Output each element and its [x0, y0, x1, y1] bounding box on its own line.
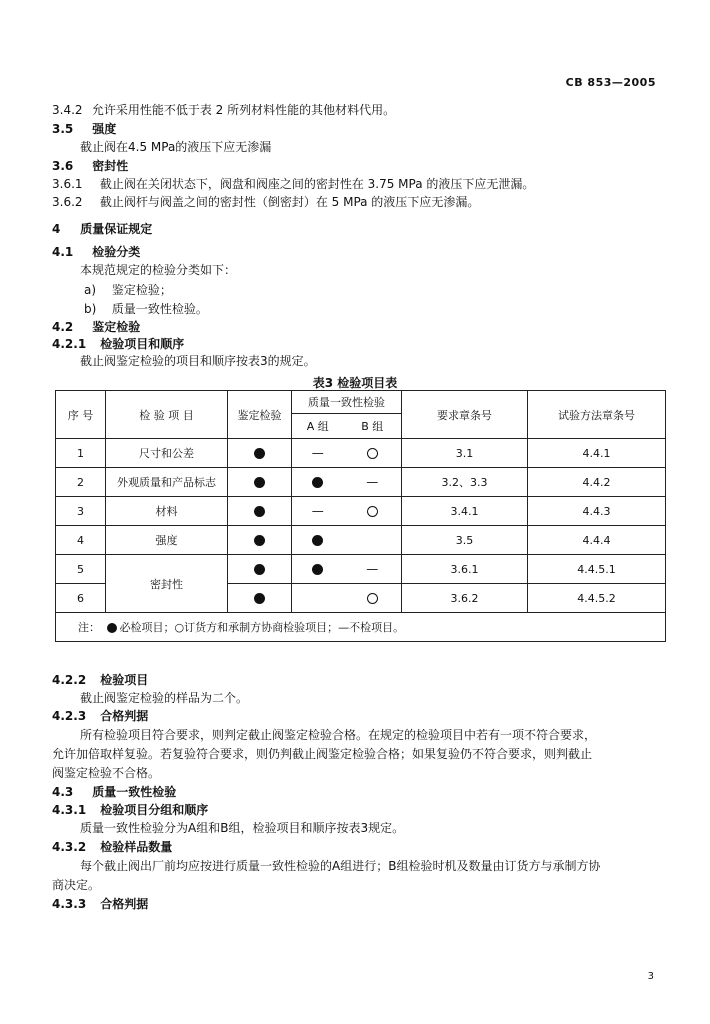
clause-4-3-heading [52, 784, 176, 800]
clause-number: 3.4.2 [52, 103, 83, 117]
cell-group-a [292, 439, 344, 468]
required-mark-icon [312, 564, 323, 575]
note-not-inspected: —不检项目。 [338, 621, 405, 634]
table-note-row [56, 613, 666, 642]
clause-text: 截止阀在关闭状态下，阀盘和阀座之间的密封性在 3.75 MPa 的液压下应无泄漏。 [99, 177, 535, 191]
clause-number: 4.2.3 [52, 709, 87, 723]
cell-req: 3.6.1 [402, 555, 528, 584]
cell-group-b [344, 584, 402, 613]
clause-title: 检验样品数量 [100, 840, 173, 854]
clause-number: 4.3 [52, 785, 74, 799]
required-mark-icon [312, 535, 323, 546]
clause-3-6-1 [52, 176, 534, 192]
cell-group-a [292, 497, 344, 526]
cell-qualification [228, 555, 292, 584]
list-item [84, 301, 208, 317]
cell-qualification [228, 439, 292, 468]
table-row [56, 468, 666, 497]
clause-number: 4 [52, 222, 61, 236]
clause-title: 鉴定检验 [92, 320, 141, 334]
clause-4-2-1-body: 截止阀鉴定检验的项目和顺序按表3的规定。 [80, 354, 316, 368]
required-mark-icon [254, 564, 265, 575]
required-mark-icon [107, 623, 117, 633]
clause-3-6-2 [52, 194, 479, 210]
clause-number: 4.3.2 [52, 840, 87, 854]
clause-4-3-2-body-line1: 每个截止阀出厂前均应按进行质量一致性检验的A组进行；B组检验时机及数量由订货方与承制方协 [80, 859, 601, 873]
clause-title: 合格判据 [100, 709, 149, 723]
clause-title: 合格判据 [100, 897, 149, 911]
clause-3-6-heading [52, 158, 128, 174]
cell-req: 3.1 [402, 439, 528, 468]
clause-title: 检验项目分组和顺序 [100, 803, 209, 817]
list-text: 质量一致性检验。 [111, 302, 208, 316]
note-negotiated: ○订货方和承制方协商检验项目； [174, 621, 339, 634]
dash-mark: — [366, 562, 379, 576]
cell-no: 1 [56, 439, 106, 468]
list-marker: a) [84, 283, 97, 297]
cell-no: 4 [56, 526, 106, 555]
clause-title: 密封性 [92, 159, 129, 173]
clause-3-5-heading [52, 121, 116, 137]
required-mark-icon [254, 448, 265, 459]
clause-4-1-body: 本规范规定的检验分类如下： [80, 263, 237, 277]
clause-number: 3.6.2 [52, 195, 83, 209]
required-mark-icon [254, 477, 265, 488]
clause-number: 4.3.1 [52, 803, 87, 817]
clause-3-4-2 [52, 102, 395, 118]
clause-4-2-1-heading [52, 336, 184, 352]
note-required: 必检项目； [119, 621, 175, 634]
cell-method: 4.4.5.2 [528, 584, 666, 613]
clause-title: 检验分类 [92, 245, 141, 259]
cell-req: 3.6.2 [402, 584, 528, 613]
cell-item: 强度 [106, 526, 228, 555]
cell-method: 4.4.1 [528, 439, 666, 468]
clause-text: 截止阀杆与阀盖之间的密封性（倒密封）在 5 MPa 的液压下应无渗漏。 [99, 195, 480, 209]
cell-group-a [292, 468, 344, 497]
cell-qualification [228, 526, 292, 555]
clause-number: 4.2.1 [52, 337, 87, 351]
cell-no: 2 [56, 468, 106, 497]
table-row [56, 497, 666, 526]
cell-qualification [228, 584, 292, 613]
clause-title: 检验项目 [100, 673, 149, 687]
clause-number: 3.6.1 [52, 177, 83, 191]
cell-group-a [292, 555, 344, 584]
cell-no: 3 [56, 497, 106, 526]
cell-method: 4.4.3 [528, 497, 666, 526]
clause-text: 允许采用性能不低于表 2 所列材料性能的其他材料代用。 [91, 103, 396, 117]
clause-3-5-body: 截止阀在4.5 MPa的液压下应无渗漏 [80, 140, 272, 154]
header-group-a: A 组 [292, 414, 344, 439]
clause-4-3-1-body: 质量一致性检验分为A组和B组，检验项目和顺序按表3规定。 [80, 821, 405, 835]
header-method-clause: 试验方法章条号 [528, 391, 666, 439]
table-row [56, 439, 666, 468]
cell-group-b [344, 555, 402, 584]
cell-item: 材料 [106, 497, 228, 526]
standard-code: CB 853—2005 [565, 76, 656, 89]
table-row [56, 555, 666, 584]
required-mark-icon [254, 506, 265, 517]
table-row [56, 526, 666, 555]
dash-mark: — [311, 446, 324, 460]
header-requirement-clause: 要求章条号 [402, 391, 528, 439]
cell-group-a [292, 584, 344, 613]
header-no: 序 号 [56, 391, 106, 439]
clause-4-2-2-body: 截止阀鉴定检验的样品为二个。 [80, 691, 249, 705]
clause-number: 4.2.2 [52, 673, 87, 687]
dash-mark: — [366, 475, 379, 489]
cell-req: 3.2、3.3 [402, 468, 528, 497]
cell-qualification [228, 468, 292, 497]
list-marker: b) [84, 302, 97, 316]
clause-number: 4.2 [52, 320, 74, 334]
clause-title: 强度 [92, 122, 117, 136]
clause-4-3-2-heading [52, 839, 172, 855]
clause-title: 质量一致性检验 [92, 785, 177, 799]
cell-item: 密封性 [106, 555, 228, 613]
inspection-items-table [55, 390, 666, 642]
clause-4-3-2-body-line2: 商决定。 [52, 878, 101, 892]
clause-4-2-heading [52, 319, 140, 335]
clause-title: 质量保证规定 [80, 222, 153, 236]
header-conformity: 质量一致性检验 [292, 391, 402, 414]
cell-method: 4.4.2 [528, 468, 666, 497]
table-note [56, 613, 666, 642]
list-text: 鉴定检验； [111, 283, 172, 297]
cell-qualification [228, 497, 292, 526]
clause-4-2-3-body-line1: 所有检验项目符合要求，则判定截止阀鉴定检验合格。在规定的检验项目中若有一项不符合要求， [80, 728, 597, 742]
cell-group-b [344, 439, 402, 468]
clause-4-3-3-heading [52, 896, 148, 912]
cell-group-b [344, 526, 402, 555]
cell-group-b [344, 468, 402, 497]
header-qualification: 鉴定检验 [228, 391, 292, 439]
cell-req: 3.4.1 [402, 497, 528, 526]
cell-no: 5 [56, 555, 106, 584]
list-item [84, 282, 172, 298]
cell-group-b [344, 497, 402, 526]
cell-group-a [292, 526, 344, 555]
clause-4-2-3-body-line2: 允许加倍取样复验。若复验符合要求，则仍判截止阀鉴定检验合格；如果复验仍不符合要求，则判截止 [52, 747, 593, 761]
clause-4-3-1-heading [52, 802, 208, 818]
cell-item: 外观质量和产品标志 [106, 468, 228, 497]
dash-mark: — [311, 504, 324, 518]
required-mark-icon [254, 535, 265, 546]
header-item: 检 验 项 目 [106, 391, 228, 439]
clause-4-2-3-heading [52, 708, 148, 724]
cell-no: 6 [56, 584, 106, 613]
cell-item: 尺寸和公差 [106, 439, 228, 468]
clause-4-1-heading [52, 244, 140, 260]
clause-number: 3.5 [52, 122, 74, 136]
clause-4-2-3-body-line3: 阀鉴定检验不合格。 [52, 766, 161, 780]
clause-number: 3.6 [52, 159, 74, 173]
required-mark-icon [312, 477, 323, 488]
note-label: 注： [78, 621, 100, 634]
clause-number: 4.1 [52, 245, 74, 259]
cell-method: 4.4.5.1 [528, 555, 666, 584]
header-group-b: B 组 [344, 414, 402, 439]
negotiated-mark-icon [367, 593, 378, 604]
section-4-heading [52, 221, 152, 237]
table-title: 表3 检验项目表 [312, 376, 398, 390]
cell-req: 3.5 [402, 526, 528, 555]
negotiated-mark-icon [367, 448, 378, 459]
clause-number: 4.3.3 [52, 897, 87, 911]
negotiated-mark-icon [367, 506, 378, 517]
page-number: 3 [647, 971, 654, 982]
clause-title: 检验项目和顺序 [100, 337, 185, 351]
cell-method: 4.4.4 [528, 526, 666, 555]
required-mark-icon [254, 593, 265, 604]
clause-4-2-2-heading [52, 672, 148, 688]
